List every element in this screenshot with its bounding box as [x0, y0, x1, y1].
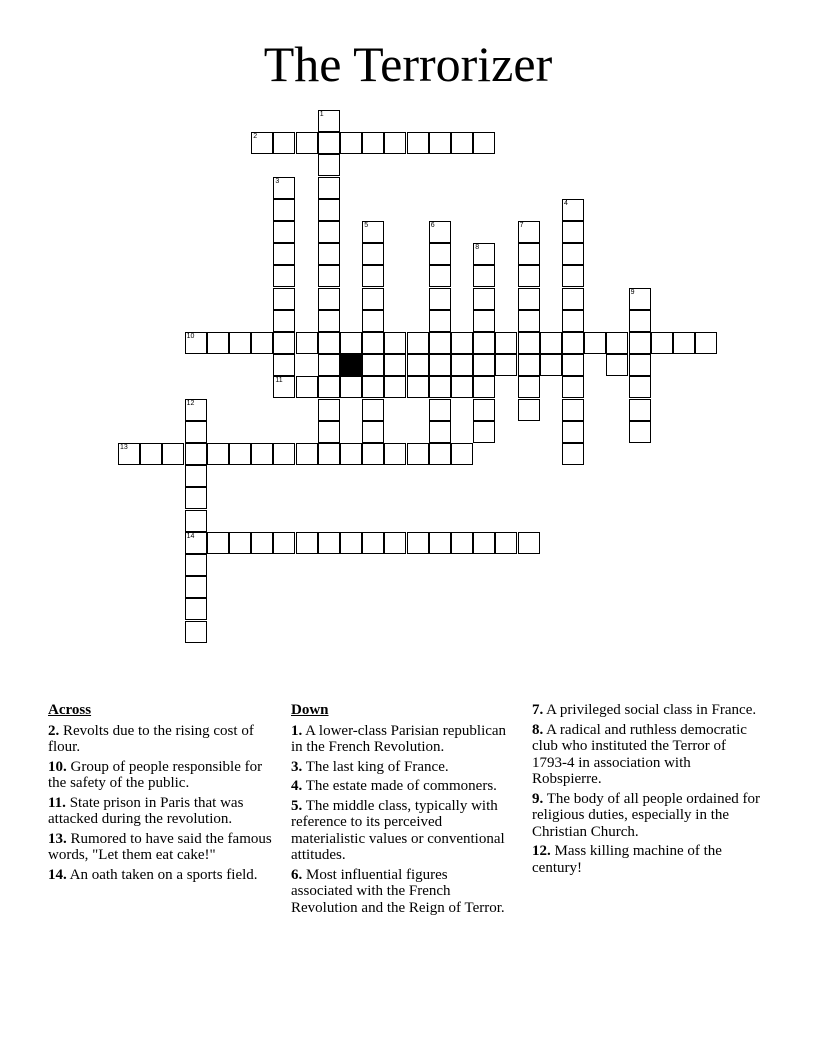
clue-num: 2.	[48, 722, 60, 739]
grid-cell[interactable]	[185, 510, 207, 532]
grid-cell[interactable]	[473, 132, 495, 154]
grid-cell[interactable]	[629, 421, 651, 443]
clue-number: 13	[120, 444, 128, 451]
grid-cell[interactable]	[473, 354, 495, 376]
grid-cell[interactable]	[362, 443, 384, 465]
clue-text: The body of all people ordained for religious duties, especially in the Christian Church.	[532, 790, 760, 840]
grid-cell[interactable]	[362, 354, 384, 376]
grid-cell[interactable]	[318, 288, 340, 310]
grid-cell[interactable]	[185, 399, 207, 421]
grid-cell[interactable]	[407, 532, 429, 554]
clue-item	[48, 831, 276, 864]
clue-number: 4	[564, 199, 568, 207]
clue-text: Rumored to have said the famous words, "Let them eat cake!"	[48, 830, 272, 863]
clue-item	[532, 722, 762, 788]
clue-number: 12	[186, 399, 195, 407]
clue-item	[291, 759, 513, 776]
grid-cell[interactable]	[518, 310, 540, 332]
grid-cell[interactable]	[429, 376, 451, 398]
grid-cell[interactable]	[362, 221, 384, 243]
grid-cell[interactable]	[362, 421, 384, 443]
clue-num: 13.	[48, 830, 67, 847]
clue-text: The last king of France.	[302, 758, 449, 775]
grid-cell[interactable]	[273, 221, 295, 243]
grid-cell[interactable]	[429, 421, 451, 443]
grid-cell[interactable]	[473, 288, 495, 310]
grid-cell[interactable]	[273, 199, 295, 221]
grid-cell[interactable]	[451, 532, 473, 554]
clue-number: 1	[319, 111, 324, 118]
grid-cell[interactable]	[340, 332, 362, 354]
grid-cell[interactable]	[629, 332, 651, 354]
grid-cell[interactable]	[562, 221, 584, 243]
grid-cell[interactable]	[318, 332, 340, 354]
grid-cell[interactable]	[118, 443, 140, 465]
clue-num: 11.	[48, 794, 66, 811]
clue-number: 9	[630, 288, 635, 296]
grid-cell[interactable]	[495, 532, 517, 554]
grid-cell[interactable]	[318, 443, 340, 465]
grid-cell[interactable]	[518, 376, 540, 398]
grid-cell[interactable]	[629, 354, 651, 376]
grid-cell[interactable]	[651, 332, 673, 354]
grid-cell[interactable]	[362, 310, 384, 332]
grid-cell[interactable]	[185, 576, 207, 598]
clue-number: 14	[186, 532, 195, 540]
clue-item	[48, 795, 276, 828]
clue-item	[291, 867, 513, 917]
grid-cell[interactable]	[229, 532, 251, 554]
grid-cell[interactable]	[318, 243, 340, 265]
grid-cell[interactable]	[140, 443, 162, 465]
grid-cell[interactable]	[629, 399, 651, 421]
grid-cell[interactable]	[362, 243, 384, 265]
grid-cell[interactable]	[273, 443, 295, 465]
grid-cell[interactable]	[562, 199, 584, 221]
grid-cell[interactable]	[273, 332, 295, 354]
grid-cell[interactable]	[495, 332, 517, 354]
grid-cell[interactable]	[562, 332, 584, 354]
grid-cell[interactable]	[562, 399, 584, 421]
clue-text: State prison in Paris that was attacked during the revolution.	[48, 794, 244, 827]
grid-cell[interactable]	[273, 376, 295, 398]
grid-cell[interactable]	[384, 376, 406, 398]
grid-cell[interactable]	[185, 554, 207, 576]
clue-item	[291, 723, 513, 756]
grid-cell[interactable]	[429, 532, 451, 554]
grid-cell[interactable]	[429, 265, 451, 287]
grid-cell[interactable]	[384, 443, 406, 465]
grid-cell[interactable]	[318, 376, 340, 398]
clue-number: 6	[430, 222, 435, 229]
grid-cell[interactable]	[340, 376, 362, 398]
grid-cell[interactable]	[273, 354, 295, 376]
grid-cell[interactable]	[429, 399, 451, 421]
clue-text: The estate made of commoners.	[302, 778, 497, 794]
grid-cell[interactable]	[518, 288, 540, 310]
clue-number: 11	[275, 377, 283, 385]
grid-cell[interactable]	[273, 243, 295, 265]
grid-cell[interactable]	[185, 598, 207, 620]
clue-item	[291, 778, 513, 795]
clue-text: Group of people responsible for the safety of the public.	[48, 758, 263, 791]
grid-cell[interactable]	[318, 310, 340, 332]
grid-cell[interactable]	[407, 132, 429, 154]
grid-cell[interactable]	[518, 399, 540, 421]
grid-cell[interactable]	[207, 443, 229, 465]
grid-cell[interactable]	[429, 243, 451, 265]
grid-cell[interactable]	[185, 465, 207, 487]
grid-cell[interactable]	[451, 332, 473, 354]
grid-cell[interactable]	[562, 376, 584, 398]
grid-cell[interactable]	[362, 532, 384, 554]
grid-cell[interactable]	[451, 443, 473, 465]
grid-cell[interactable]	[185, 332, 207, 354]
grid-cell[interactable]	[362, 376, 384, 398]
grid-cell[interactable]	[429, 132, 451, 154]
clue-num: 14.	[48, 866, 67, 883]
grid-cell[interactable]	[273, 532, 295, 554]
grid-cell[interactable]	[318, 221, 340, 243]
grid-cell[interactable]	[318, 354, 340, 376]
grid-cell[interactable]	[296, 132, 318, 154]
grid-cell[interactable]	[296, 532, 318, 554]
grid-cell[interactable]	[362, 132, 384, 154]
grid-cell[interactable]	[473, 399, 495, 421]
grid-cell[interactable]	[562, 443, 584, 465]
clue-item	[532, 791, 762, 841]
grid-cell[interactable]	[451, 132, 473, 154]
clue-num: 1.	[291, 722, 303, 739]
clue-item	[532, 843, 762, 876]
grid-cell[interactable]	[429, 310, 451, 332]
grid-cell[interactable]	[473, 310, 495, 332]
grid-cell[interactable]	[207, 332, 229, 354]
down-clues	[291, 702, 513, 919]
grid-cell[interactable]	[318, 132, 340, 154]
grid-cell[interactable]	[318, 399, 340, 421]
grid-cell[interactable]	[629, 376, 651, 398]
grid-cell[interactable]	[318, 199, 340, 221]
down-heading: Down	[291, 702, 329, 718]
clue-text: Most influential figures associated with the French Revolution and the Reign of Terror.	[291, 866, 505, 916]
page-title: The Terrorizer	[263, 36, 553, 92]
grid-cell[interactable]	[318, 265, 340, 287]
grid-cell[interactable]	[296, 332, 318, 354]
clue-item	[532, 702, 762, 719]
grid-cell[interactable]	[695, 332, 717, 354]
grid-cell[interactable]	[429, 221, 451, 243]
grid-cell[interactable]	[473, 376, 495, 398]
black-square	[340, 354, 362, 376]
clue-text: Revolts due to the rising cost of flour.	[48, 722, 254, 755]
clue-text: A radical and ruthless democratic club who instituted the Terror of 1793-4 in association with Robspierre.	[532, 721, 747, 787]
clue-num: 7.	[532, 702, 544, 718]
grid-cell[interactable]	[162, 443, 184, 465]
clue-text: The middle class, typically with reference to its perceived materialistic values or conventional attitudes.	[291, 797, 505, 863]
clue-text: An oath taken on a sports field.	[66, 866, 258, 883]
grid-cell[interactable]	[473, 243, 495, 265]
clue-item	[48, 723, 276, 756]
grid-cell[interactable]	[518, 243, 540, 265]
grid-cell[interactable]	[318, 421, 340, 443]
clue-num: 6.	[291, 866, 303, 883]
grid-cell[interactable]	[340, 443, 362, 465]
grid-cell[interactable]	[185, 443, 207, 465]
grid-cell[interactable]	[562, 243, 584, 265]
clue-num: 3.	[291, 758, 303, 775]
grid-cell[interactable]	[296, 443, 318, 465]
grid-cell[interactable]	[518, 265, 540, 287]
down-clues-continued	[532, 702, 762, 879]
grid-cell[interactable]	[473, 332, 495, 354]
grid-cell[interactable]	[429, 288, 451, 310]
grid-cell[interactable]	[518, 354, 540, 376]
grid-cell[interactable]	[429, 354, 451, 376]
grid-cell[interactable]	[185, 421, 207, 443]
clue-number: 7	[519, 222, 524, 229]
clue-num: 8.	[532, 721, 544, 738]
grid-cell[interactable]	[451, 354, 473, 376]
clue-number: 8	[475, 244, 480, 252]
grid-cell[interactable]	[562, 265, 584, 287]
grid-cell[interactable]	[251, 532, 273, 554]
grid-cell[interactable]	[318, 110, 340, 132]
clue-item	[291, 798, 513, 864]
grid-cell[interactable]	[340, 132, 362, 154]
clue-text: Mass killing machine of the century!	[532, 843, 722, 876]
grid-cell[interactable]	[273, 177, 295, 199]
grid-cell[interactable]	[473, 421, 495, 443]
grid-cell[interactable]	[362, 332, 384, 354]
grid-cell[interactable]	[407, 376, 429, 398]
grid-cell[interactable]	[251, 132, 273, 154]
grid-cell[interactable]	[562, 310, 584, 332]
clue-text: A privileged social class in France.	[543, 702, 757, 718]
grid-cell[interactable]	[185, 621, 207, 643]
grid-cell[interactable]	[384, 532, 406, 554]
clue-number: 5	[364, 222, 369, 229]
grid-cell[interactable]	[273, 132, 295, 154]
grid-cell[interactable]	[384, 354, 406, 376]
clue-num: 4.	[291, 778, 303, 794]
grid-cell[interactable]	[407, 332, 429, 354]
clue-text: A lower-class Parisian republican in the French Revolution.	[291, 722, 507, 755]
grid-cell[interactable]	[229, 443, 251, 465]
grid-cell[interactable]	[362, 399, 384, 421]
grid-cell[interactable]	[273, 265, 295, 287]
grid-cell[interactable]	[296, 376, 318, 398]
clue-number: 3	[275, 177, 280, 185]
grid-cell[interactable]	[384, 332, 406, 354]
across-clues	[48, 702, 276, 886]
grid-cell[interactable]	[407, 354, 429, 376]
clue-number: 10	[186, 333, 195, 340]
grid-cell[interactable]	[495, 354, 517, 376]
grid-cell[interactable]	[384, 132, 406, 154]
grid-cell[interactable]	[318, 532, 340, 554]
grid-cell[interactable]	[473, 265, 495, 287]
across-heading: Across	[48, 702, 92, 718]
grid-cell[interactable]	[518, 332, 540, 354]
grid-cell[interactable]	[451, 376, 473, 398]
clue-item	[48, 759, 276, 792]
grid-cell[interactable]	[562, 354, 584, 376]
grid-cell[interactable]	[606, 332, 628, 354]
grid-cell[interactable]	[518, 532, 540, 554]
grid-cell[interactable]	[429, 332, 451, 354]
grid-cell[interactable]	[673, 332, 695, 354]
grid-cell[interactable]	[251, 332, 273, 354]
clue-num: 10.	[48, 758, 67, 775]
clue-num: 12.	[532, 843, 551, 859]
grid-cell[interactable]	[318, 177, 340, 199]
grid-cell[interactable]	[584, 332, 606, 354]
grid-cell[interactable]	[229, 332, 251, 354]
grid-cell[interactable]	[606, 354, 628, 376]
grid-cell[interactable]	[318, 154, 340, 176]
grid-cell[interactable]	[207, 532, 229, 554]
grid-cell[interactable]	[540, 354, 562, 376]
clue-item	[48, 867, 276, 884]
grid-cell[interactable]	[340, 532, 362, 554]
grid-cell[interactable]	[251, 443, 273, 465]
clue-number: 2	[253, 133, 258, 141]
grid-cell[interactable]	[362, 265, 384, 287]
grid-cell[interactable]	[273, 310, 295, 332]
grid-cell[interactable]	[629, 288, 651, 310]
clue-num: 5.	[291, 797, 303, 814]
grid-cell[interactable]	[562, 421, 584, 443]
grid-cell[interactable]	[429, 443, 451, 465]
grid-cell[interactable]	[562, 288, 584, 310]
grid-cell[interactable]	[185, 487, 207, 509]
grid-cell[interactable]	[518, 221, 540, 243]
clue-num: 9.	[532, 790, 544, 807]
grid-cell[interactable]	[407, 443, 429, 465]
grid-cell[interactable]	[473, 532, 495, 554]
grid-cell[interactable]	[629, 310, 651, 332]
grid-cell[interactable]	[540, 332, 562, 354]
grid-cell[interactable]	[273, 288, 295, 310]
grid-cell[interactable]	[362, 288, 384, 310]
grid-cell[interactable]	[185, 532, 207, 554]
